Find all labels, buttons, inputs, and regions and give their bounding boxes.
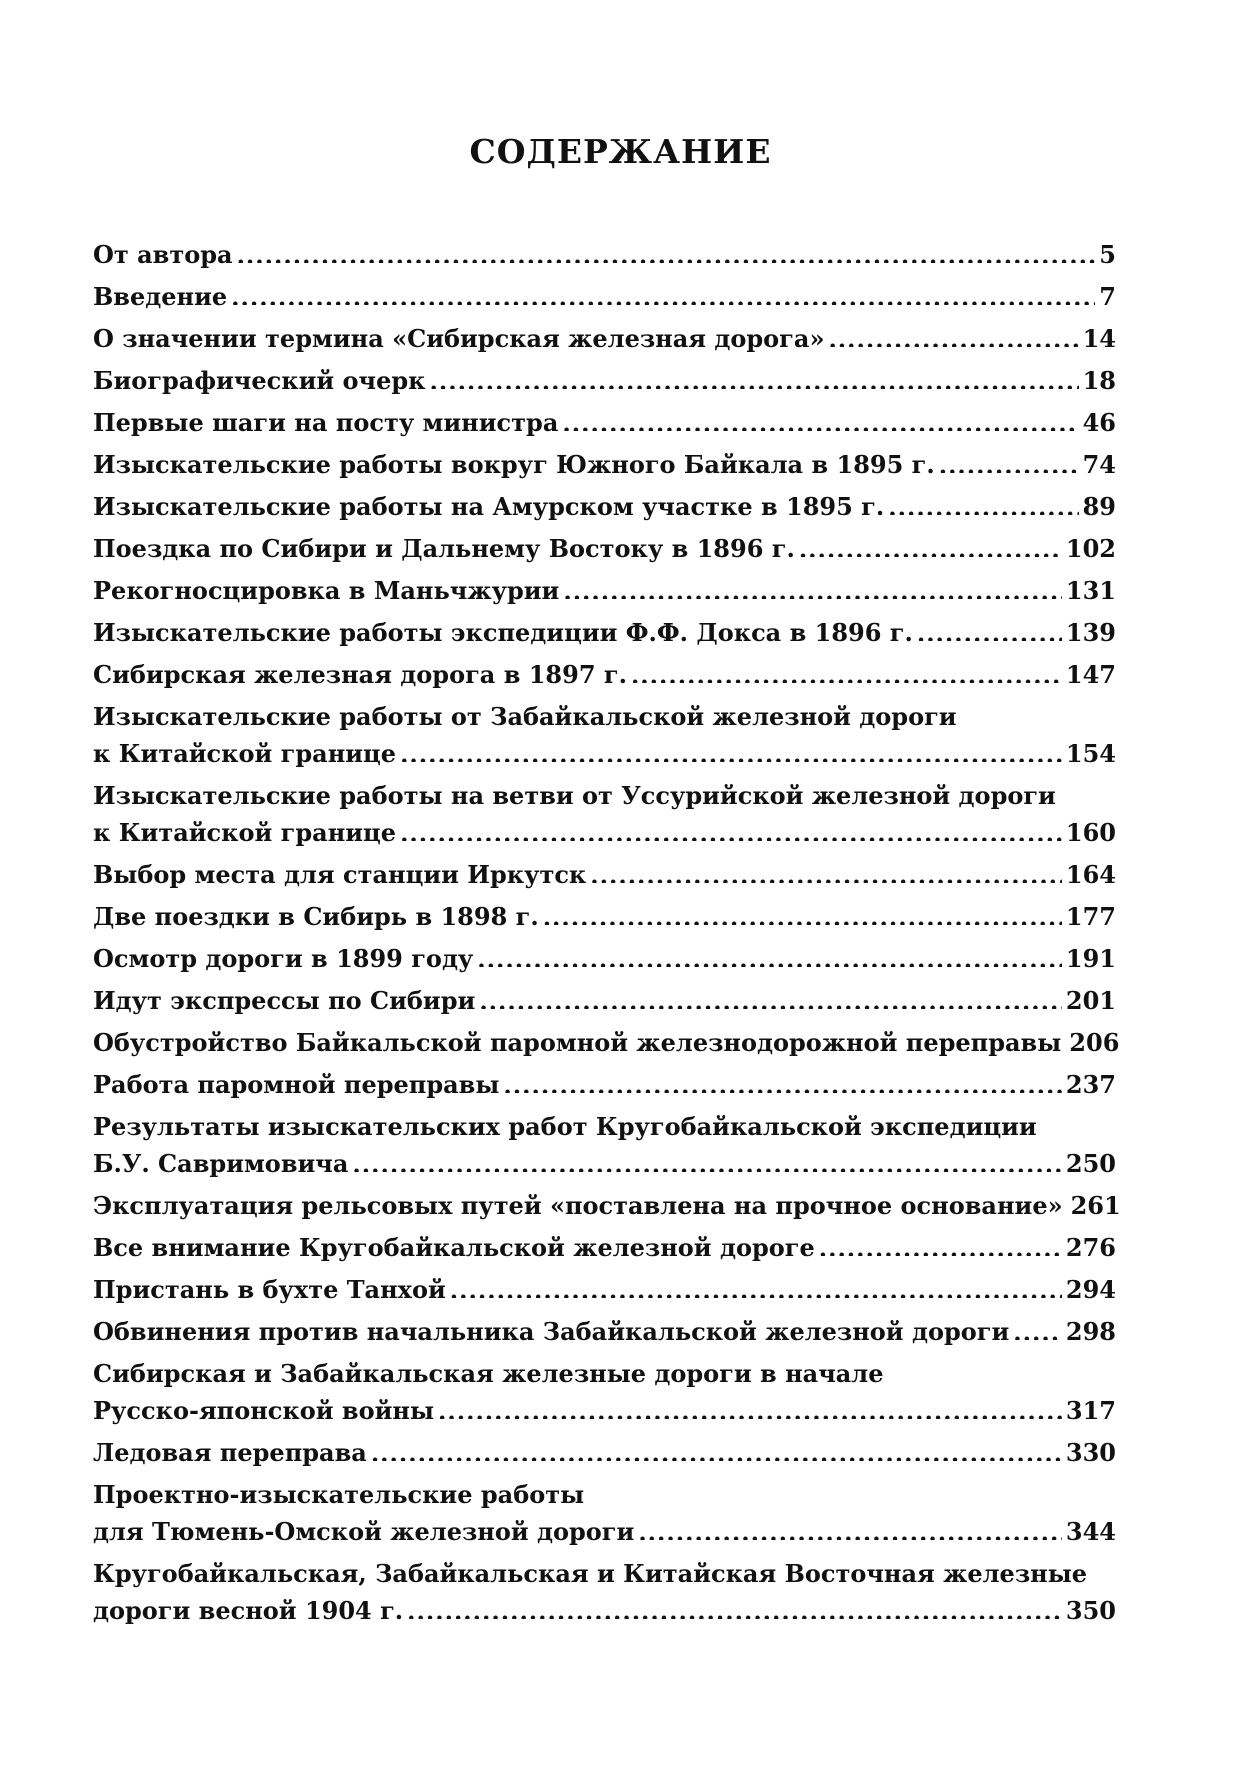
dot-leader xyxy=(503,1073,1061,1093)
toc-entry-title: Работа паромной переправы xyxy=(93,1070,500,1099)
toc-entry-title: Все внимание Кругобайкальской железной дороге xyxy=(93,1233,815,1262)
toc-entry-title: к Китайской границе xyxy=(93,739,397,768)
toc-entry-page: 5 xyxy=(1099,240,1116,269)
dot-leader xyxy=(479,989,1062,1009)
toc-entry xyxy=(93,1271,1116,1308)
dot-leader xyxy=(562,411,1078,431)
toc-entry-page: 7 xyxy=(1099,282,1116,311)
toc-entry-title: Сибирская железная дорога в 1897 г. xyxy=(93,660,627,689)
toc-entry-title-line1: Сибирская и Забайкальская железные дороги в начале xyxy=(93,1359,884,1388)
table-of-contents xyxy=(93,236,1121,1634)
toc-entry xyxy=(93,982,1116,1019)
toc-entry xyxy=(93,940,1116,977)
toc-entry xyxy=(93,488,1116,525)
toc-entry-page: 147 xyxy=(1065,660,1116,689)
toc-entry xyxy=(93,404,1116,441)
toc-entry-page: 250 xyxy=(1065,1149,1116,1178)
dot-leader xyxy=(400,821,1062,841)
toc-entry-page: 261 xyxy=(1070,1191,1121,1220)
toc-entry xyxy=(93,1108,1116,1182)
toc-entry-title: От автора xyxy=(93,240,233,269)
toc-entry-page: 14 xyxy=(1082,324,1116,353)
toc-entry-page: 317 xyxy=(1065,1396,1116,1425)
toc-entry-title: Эксплуатация рельсовых путей «поставлена на прочное основание» xyxy=(93,1191,1063,1220)
toc-entry-title: Рекогносцировка в Маньчжурии xyxy=(93,576,560,605)
toc-entry xyxy=(93,1229,1116,1266)
toc-entry-title: для Тюмень-Омской железной дороги xyxy=(93,1517,635,1546)
toc-entry xyxy=(93,698,1116,772)
dot-leader xyxy=(631,663,1062,683)
toc-entry xyxy=(93,614,1116,651)
toc-entry-title: Выбор места для станции Иркутск xyxy=(93,860,587,889)
dot-leader xyxy=(799,537,1062,557)
toc-entry xyxy=(93,1434,1116,1471)
toc-entry-page: 160 xyxy=(1065,818,1116,847)
toc-entry-page: 164 xyxy=(1065,860,1116,889)
dot-leader xyxy=(237,243,1096,263)
toc-entry-title: Идут экспрессы по Сибири xyxy=(93,986,476,1015)
dot-leader xyxy=(430,369,1079,389)
toc-entry xyxy=(93,898,1116,935)
toc-entry-title: Ледовая переправа xyxy=(93,1438,367,1467)
toc-entry-title: Две поездки в Сибирь в 1898 г. xyxy=(93,902,539,931)
dot-leader xyxy=(543,905,1062,925)
toc-entry xyxy=(93,446,1116,483)
toc-entry xyxy=(93,1187,1121,1224)
toc-entry xyxy=(93,1476,1116,1550)
dot-leader xyxy=(352,1152,1061,1172)
toc-entry-page: 344 xyxy=(1065,1517,1116,1546)
dot-leader xyxy=(590,863,1062,883)
toc-entry-page: 350 xyxy=(1065,1596,1116,1625)
toc-entry-page: 154 xyxy=(1065,739,1116,768)
toc-entry xyxy=(93,1355,1116,1429)
toc-entry xyxy=(93,1313,1116,1350)
dot-leader xyxy=(828,327,1078,347)
toc-entry-title: Б.У. Савримовича xyxy=(93,1149,349,1178)
toc-entry xyxy=(93,530,1116,567)
toc-entry-page: 201 xyxy=(1065,986,1116,1015)
dot-leader xyxy=(638,1520,1062,1540)
toc-entry xyxy=(93,572,1116,609)
page-title: СОДЕРЖАНИЕ xyxy=(469,132,772,171)
toc-entry-page: 131 xyxy=(1065,576,1116,605)
toc-entry xyxy=(93,278,1116,315)
dot-leader xyxy=(939,453,1079,473)
toc-entry-page: 102 xyxy=(1065,534,1116,563)
dot-leader xyxy=(917,621,1062,641)
toc-entry-page: 46 xyxy=(1082,408,1116,437)
toc-entry-title: Русско-японской войны xyxy=(93,1396,435,1425)
toc-entry-title-line1: Проектно-изыскательские работы xyxy=(93,1480,585,1509)
toc-entry-page: 206 xyxy=(1069,1028,1120,1057)
toc-entry xyxy=(93,1024,1120,1061)
dot-leader xyxy=(819,1236,1062,1256)
dot-leader xyxy=(450,1278,1062,1298)
dot-leader xyxy=(231,285,1095,305)
toc-entry-title: к Китайской границе xyxy=(93,818,397,847)
dot-leader xyxy=(400,742,1062,762)
toc-entry-page: 330 xyxy=(1065,1438,1116,1467)
toc-entry xyxy=(93,856,1116,893)
toc-entry-page: 294 xyxy=(1065,1275,1116,1304)
toc-entry xyxy=(93,236,1116,273)
toc-entry-page: 177 xyxy=(1065,902,1116,931)
toc-entry-page: 237 xyxy=(1065,1070,1116,1099)
toc-entry-title: Осмотр дороги в 1899 году xyxy=(93,944,474,973)
toc-entry-title: Введение xyxy=(93,282,228,311)
toc-entry-title: О значении термина «Сибирская железная дорога» xyxy=(93,324,825,353)
toc-entry-title: Изыскательские работы экспедиции Ф.Ф. Докса в 1896 г. xyxy=(93,618,913,647)
toc-entry xyxy=(93,1555,1116,1629)
toc-entry-title: Изыскательские работы вокруг Южного Байкала в 1895 г. xyxy=(93,450,935,479)
toc-entry-page: 74 xyxy=(1082,450,1116,479)
toc-entry-title: Обустройство Байкальской паромной железнодорожной переправы xyxy=(93,1028,1062,1057)
dot-leader xyxy=(407,1599,1062,1619)
toc-entry-title: Поездка по Сибири и Дальнему Востоку в 1896 г. xyxy=(93,534,795,563)
toc-entry-title-line1: Кругобайкальская, Забайкальская и Китайская Восточная железные xyxy=(93,1559,1088,1588)
dot-leader xyxy=(1013,1320,1062,1340)
dot-leader xyxy=(477,947,1062,967)
toc-entry-title-line1: Изыскательские работы на ветви от Уссурийской железной дороги xyxy=(93,781,1056,810)
dot-leader xyxy=(438,1399,1062,1419)
toc-entry-page: 89 xyxy=(1082,492,1116,521)
toc-entry xyxy=(93,320,1116,357)
toc-entry-title-line1: Результаты изыскательских работ Кругобайкальской экспедиции xyxy=(93,1112,1037,1141)
toc-entry-page: 191 xyxy=(1065,944,1116,973)
dot-leader xyxy=(371,1441,1062,1461)
toc-entry xyxy=(93,777,1116,851)
toc-entry xyxy=(93,656,1116,693)
dot-leader xyxy=(888,495,1078,515)
toc-entry-title: Биографический очерк xyxy=(93,366,426,395)
toc-entry xyxy=(93,1066,1116,1103)
dot-leader xyxy=(563,579,1062,599)
toc-entry-title-line1: Изыскательские работы от Забайкальской железной дороги xyxy=(93,702,957,731)
toc-entry-title: Первые шаги на посту министра xyxy=(93,408,559,437)
toc-entry-title: Пристань в бухте Танхой xyxy=(93,1275,446,1304)
toc-entry-page: 276 xyxy=(1065,1233,1116,1262)
toc-entry-page: 298 xyxy=(1065,1317,1116,1346)
toc-entry-title: Изыскательские работы на Амурском участке в 1895 г. xyxy=(93,492,885,521)
toc-entry-page: 18 xyxy=(1082,366,1116,395)
toc-entry xyxy=(93,362,1116,399)
toc-entry-title: Обвинения против начальника Забайкальской железной дороги xyxy=(93,1317,1010,1346)
toc-entry-title: дороги весной 1904 г. xyxy=(93,1596,404,1625)
toc-entry-page: 139 xyxy=(1065,618,1116,647)
